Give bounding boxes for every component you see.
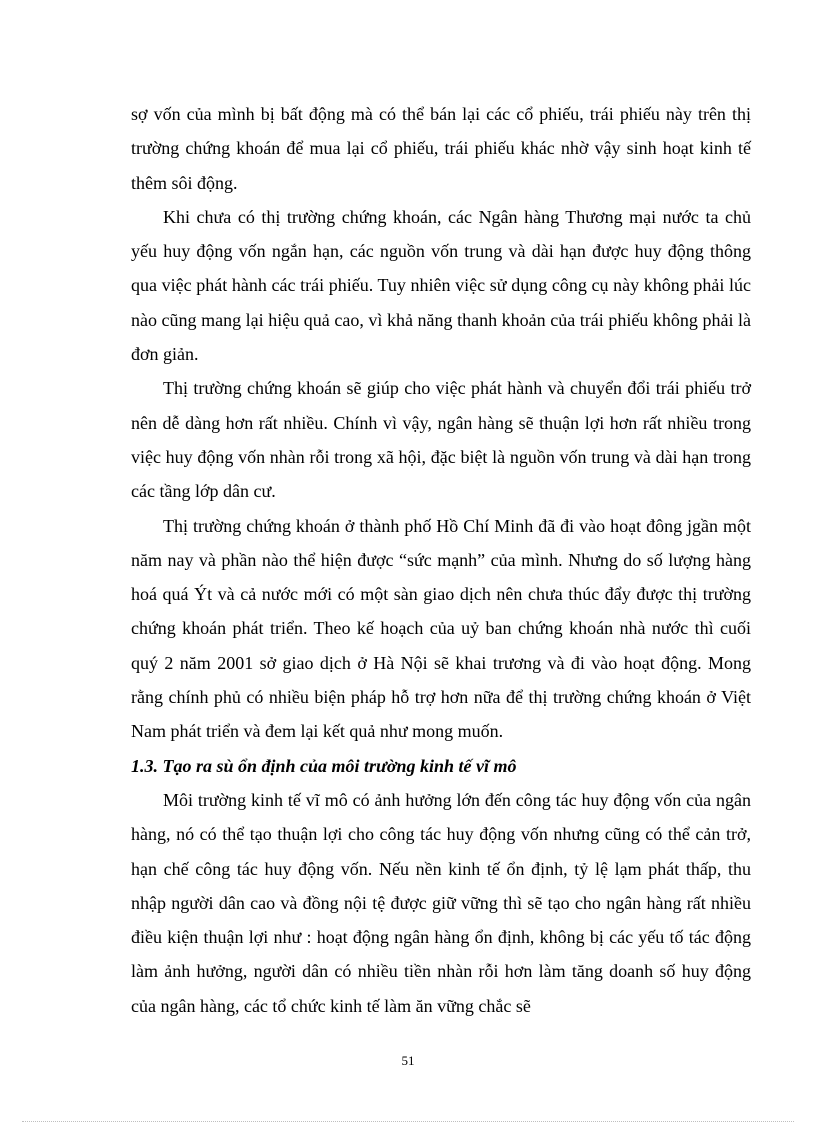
body-paragraph: sợ vốn của mình bị bất động mà có thể bán lại các cổ phiếu, trái phiếu này trên thị trường chứng khoán để mua lại cổ phiếu, trái phiếu khác nhờ vậy sinh hoạt kinh tế thêm sôi động. bbox=[131, 104, 751, 193]
body-paragraph: Thị trường chứng khoán ở thành phố Hồ Chí Minh đã đi vào hoạt đông jgần một năm nay và phần nào thể hiện được “sức mạnh” của mình. Nhưng do số lượng hàng hoá quá Ýt và cả nước mới có một sàn giao dịch nên chưa thúc đẩy được thị trường chứng khoán phát triển. Theo kế hoạch của uỷ ban chứng khoán nhà nước thì cuối quý 2 năm 2001 sở giao dịch ở Hà Nội sẽ khai trương và đi vào hoạt động. Mong rằng chính phủ có nhiều biện pháp hỗ trợ hơn nữa để thị trường chứng khoán ở Việt Nam phát triển và đem lại kết quả như mong muốn. bbox=[131, 515, 751, 742]
document-body bbox=[131, 97, 751, 1023]
page-number: 51 bbox=[401, 1053, 415, 1068]
body-paragraph: Thị trường chứng khoán sẽ giúp cho việc phát hành và chuyển đổi trái phiếu trở nên dễ dàng hơn rất nhiều. Chính vì vậy, ngân hàng sẽ thuận lợi hơn rất nhiều trong việc huy động vốn nhàn rỗi trong xã hội, đặc biệt là nguồn vốn trung và dài hạn trong các tầng lớp dân cư. bbox=[131, 378, 751, 502]
section-paragraph: Môi trường kinh tế vĩ mô có ảnh hưởng lớn đến công tác huy động vốn của ngân hàng, nó có thể tạo thuận lợi cho công tác huy động vốn nhưng cũng có thể cản trở, hạn chế công tác huy động vốn. Nếu nền kinh tế ổn định, tỷ lệ lạm phát thấp, thu nhập người dân cao và đồng nội tệ được giữ vững thì sẽ tạo cho ngân hàng rất nhiều điều kiện thuận lợi như : hoạt động ngân hàng ổn định, không bị các yếu tố tác động làm ảnh hưởng, người dân có nhiều tiền nhàn rỗi hơn làm tăng doanh số huy động của ngân hàng, các tổ chức kinh tế làm ăn vững chắc sẽ bbox=[131, 789, 751, 1016]
body-paragraph: Khi chưa có thị trường chứng khoán, các Ngân hàng Thương mại nước ta chủ yếu huy động vốn ngắn hạn, các nguồn vốn trung và dài hạn được huy động thông qua việc phát hành các trái phiếu. Tuy nhiên việc sử dụng công cụ này không phải lúc nào cũng mang lại hiệu quả cao, vì khả năng thanh khoản của trái phiếu không phải là đơn giản. bbox=[131, 206, 751, 365]
section-heading: 1.3. Tạo ra sù ổn định của môi trường kinh tế vĩ mô bbox=[131, 755, 517, 776]
page-bottom-rule bbox=[22, 1121, 794, 1122]
